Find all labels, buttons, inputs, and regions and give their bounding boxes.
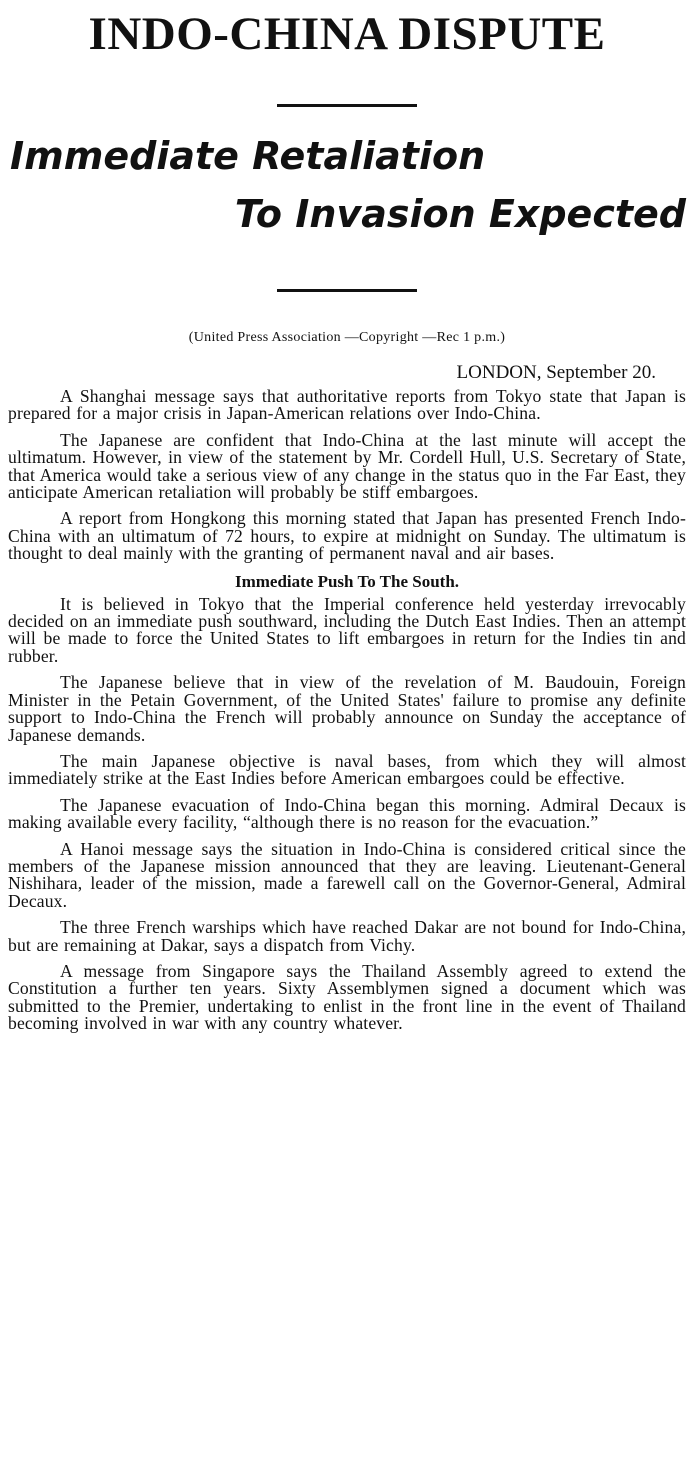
- subheadline: [8, 127, 686, 289]
- paragraph: The main Japanese objective is naval bases, from which they will almost immediately strike at the East Indies before American embargoes could be effective.: [8, 750, 686, 789]
- divider-rule-top: [277, 104, 417, 107]
- paragraph: The Japanese are confident that Indo-China at the last minute will accept the ultimatum. However, in view of the statement by Mr. Cordell Hull, U.S. Secretary of State, that America would take a serious view of any change in the status quo in the Far East, they anticipate American retaliation will probably be stiff embargoes.: [8, 429, 686, 503]
- subheadline-line-2: To Invasion Expected: [234, 192, 686, 236]
- paragraph: A Shanghai message says that authoritative reports from Tokyo state that Japan is prepared for a major crisis in Japan-American relations over Indo-China.: [8, 386, 686, 424]
- article-body: [8, 388, 686, 1033]
- section-heading: Immediate Push To The South.: [234, 571, 460, 591]
- paragraph: The three French warships which have reached Dakar are not bound for Indo-China, but are remaining at Dakar, says a dispatch from Vichy.: [8, 917, 686, 955]
- dateline: LONDON, September 20.: [456, 362, 656, 383]
- paragraph: A Hanoi message says the situation in Indo-China is considered critical since the members of the Japanese mission announced that they are leaving. Lieutenant-General Nishihara, leader of the mission, made a farewell call on the Governor-General, Admiral Decaux.: [8, 838, 686, 911]
- wire-credit: (United Press Association —Copyright —Rec 1 p.m.): [188, 330, 506, 345]
- paragraph: The Japanese evacuation of Indo-China began this morning. Admiral Decaux is making available every facility, “although there is no reason for the evacuation.”: [8, 794, 686, 833]
- paragraph: The Japanese believe that in view of the revelation of M. Baudouin, Foreign Minister in the Petain Government, of the United States' failure to promise any definite support to Indo-China the French will probably announce on Sunday the acceptance of Japanese demands.: [8, 672, 686, 745]
- paragraph: A message from Singapore says the Thailand Assembly agreed to extend the Constitution a further ten years. Sixty Assemblymen signed a document which was submitted to the Premier, undertaking to enlist in the front line in the event of Thailand becoming involved in war with any country whatever.: [8, 960, 686, 1034]
- paragraph: A report from Hongkong this morning stated that Japan has presented French Indo-China with an ultimatum of 72 hours, to expire at midnight on Sunday. The ultimatum is thought to deal mainly with the granting of permanent naval and air bases.: [8, 508, 686, 564]
- divider-rule-bottom: [277, 289, 417, 292]
- paragraph: It is believed in Tokyo that the Imperial conference held yesterday irrevocably decided on an immediate push southward, including the Dutch East Indies. Then an attempt will be made to force the United States to lift embargoes in return for the Indies tin and rubber.: [8, 593, 686, 666]
- headline: INDO-CHINA DISPUTE: [88, 8, 606, 60]
- subheadline-line-1: Immediate Retaliation: [10, 134, 486, 178]
